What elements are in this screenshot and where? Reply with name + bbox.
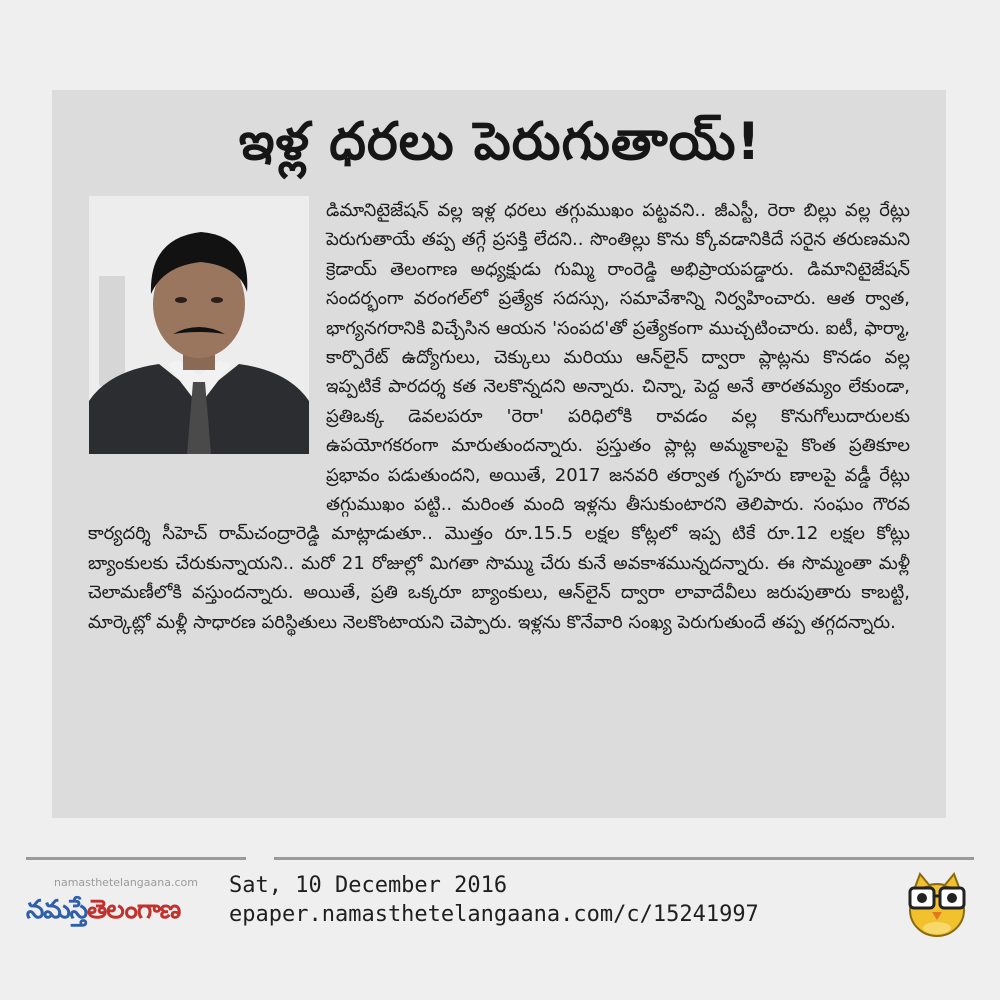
portrait-illustration (89, 196, 309, 454)
publication-date: Sat, 10 December 2016 (229, 873, 508, 898)
person-photo (89, 196, 309, 454)
article-headline: ఇళ్ల ధరలు పెరుగుతాయ్! (238, 112, 762, 172)
logo-small-url: namasthetelangaana.com (54, 876, 198, 889)
footer-divider-gap (246, 857, 274, 860)
newspaper-logo (26, 895, 180, 931)
logo-accent-text: తెలంగాణ (87, 895, 181, 925)
owl-with-glasses-icon (902, 866, 972, 938)
epaper-url[interactable]: epaper.namasthetelangaana.com/c/15241997 (229, 902, 759, 927)
logo-main-text: నమస్తే (26, 895, 88, 925)
footer-divider (26, 857, 974, 860)
article-body-text: డిమానిటైజేషన్ వల్ల ఇళ్ల ధరలు తగ్గుముఖం పట్టవని.. జీఎస్టీ, రెరా బిల్లు వల్ల రేట్లు పెరుగుతాయే తప్ప తగ్గే ప్రసక్తి లేదని.. సొంతిల్లు కొను క్కోవడానికిదే సరైన తరుణమని క్రెడాయ్ తెలంగాణ అధ్యక్షుడు గుమ్మి రాంరెడ్డి అభిప్రాయపడ్డారు. డిమానిటైజేషన్ సందర్భంగా వరంగల్‌లో ప్రత్యేక సదస్సు, సమావేశాన్ని నిర్వహించారు. ఆత ర్వాత, భాగ్యనగరానికి విచ్చేసిన ఆయన 'సంపద'తో ప్రత్యేకంగా ముచ్చటించారు. ఐటీ, ఫార్మా, కార్పొరేట్ ఉద్యోగులు, చెక్కులు మరియు ఆన్‌లైన్ ద్వారా ప్లాట్లను కొనడం వల్ల ఇప్పటికే పారదర్శ కత నెలకొన్నదని అన్నారు. చిన్నా, పెద్ద అనే తారతమ్యం లేకుండా, ప్రతిఒక్క డెవలపరూ 'రెరా' పరిధిలోకి రావడం వల్ల కొనుగోలుదారులకు ఉపయోగకరంగా మారుతుందన్నారు. ప్రస్తుతం ప్లాట్ల అమ్మకాలపై కొంత ప్రతికూల ప్రభావం పడుతుందని, అయితే, 2017 జనవరి తర్వాత గృహరు ణాలపై వడ్డీ రేట్లు తగ్గుముఖం పట్టి.. మరింత మంది ఇళ్లను తీసుకుంటారని తెలిపారు. సంఘం గౌరవ కార్యదర్శి సీహెచ్ రామ్‌చంద్రారెడ్డి మాట్లాడుతూ.. మొత్తం రూ.15.5 లక్షల కోట్లలో ఇప్ప టికే రూ.12 లక్షల కోట్లు బ్యాంకులకు చేరుకున్నాయని.. మరో 21 రోజుల్లో మిగతా సొమ్ము చేరు కునే అవకాశమున్నదన్నారు. ఈ సొమ్మంతా మళ్లీ చెలామణీలోకి వస్తుందన్నారు. అయితే, ప్రతి ఒక్కరూ బ్యాంకులు, ఆన్‌లైన్ ద్వారా లావాదేవీలు జరుపుతారు కాబట్టి, మార్కెట్లో మళ్లీ సాధారణ పరిస్థితులు నెలకొంటాయని చెప్పారు. ఇళ్లను కొనేవారి సంఖ్య పెరుగుతుందే తప్ప తగ్గదన్నారు. (88, 200, 910, 633)
